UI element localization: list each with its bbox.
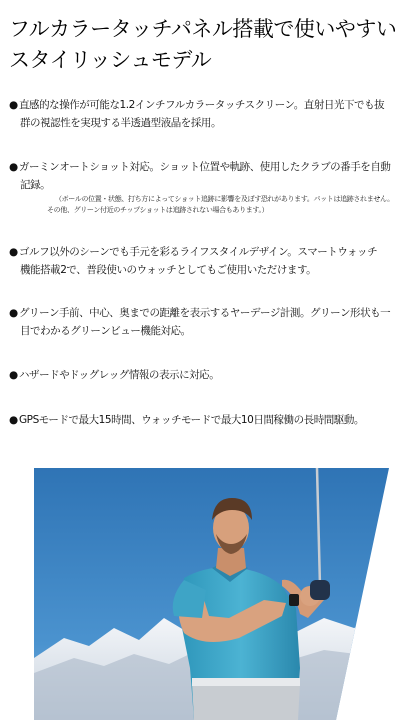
feature-footnote: その他、グリーン付近のチップショットは追跡されない場合もあります。）: [47, 206, 269, 214]
golfer-belt: [192, 678, 300, 686]
feature-text-line: ハザードやドッグレッグ情報の表示に対応。: [19, 369, 220, 381]
feature-item-lifestyle-design: [9, 243, 413, 279]
bullet-icon: ●: [9, 246, 18, 258]
golfer-glove: [310, 580, 330, 600]
feature-list: [9, 96, 413, 429]
page-heading: [9, 14, 413, 76]
feature-text-line: GPSモードで最大15時間、ウォッチモードで最大10日間稼働の長時間駆動。: [19, 414, 364, 426]
bullet-icon: ●: [9, 414, 18, 426]
golfer-illustration: [34, 468, 389, 720]
bullet-icon: ●: [9, 307, 18, 319]
feature-text-line: 目でわかるグリーンビュー機能対応。: [20, 325, 191, 337]
bullet-icon: ●: [9, 99, 18, 111]
heading-line-2: スタイリッシュモデル: [9, 48, 212, 72]
feature-item-yardage: [9, 304, 413, 340]
golfer-photo: [34, 468, 389, 720]
feature-item-touch-display: [9, 96, 413, 132]
feature-item-hazard: [9, 366, 413, 384]
smartwatch: [289, 594, 299, 606]
bullet-icon: ●: [9, 369, 18, 381]
feature-text-line: ガーミンオートショット対応。ショット位置や軌跡、使用したクラブの番手を自動: [19, 161, 391, 173]
golfer-trousers: [192, 683, 300, 720]
feature-text-line: 群の視認性を実現する半透過型液晶を採用。: [20, 117, 221, 129]
feature-text-line: 直感的な操作が可能な1.2インチフルカラータッチスクリーン。直射日光下でも抜: [19, 99, 385, 111]
feature-text-line: 機能搭載2で、普段使いのウォッチとしてもご使用いただけます。: [20, 264, 317, 276]
feature-text-line: ゴルフ以外のシーンでも手元を彩るライフスタイルデザイン。スマートウォッチ: [19, 246, 378, 258]
heading-line-1: フルカラータッチパネル搭載で使いやすい: [9, 17, 397, 41]
feature-footnote: （ボールの位置・状態、打ち方によってショット追跡に影響を及ぼす恐れがあります。パットは追跡されません。: [55, 195, 394, 203]
feature-item-autoshot: [9, 158, 413, 216]
feature-text-line: グリーン手前、中心、奥までの距離を表示するヤーデージ計測。グリーン形状も一: [19, 307, 391, 319]
feature-text-line: 記録。: [20, 179, 51, 191]
feature-item-battery: [9, 411, 413, 429]
bullet-icon: ●: [9, 161, 18, 173]
